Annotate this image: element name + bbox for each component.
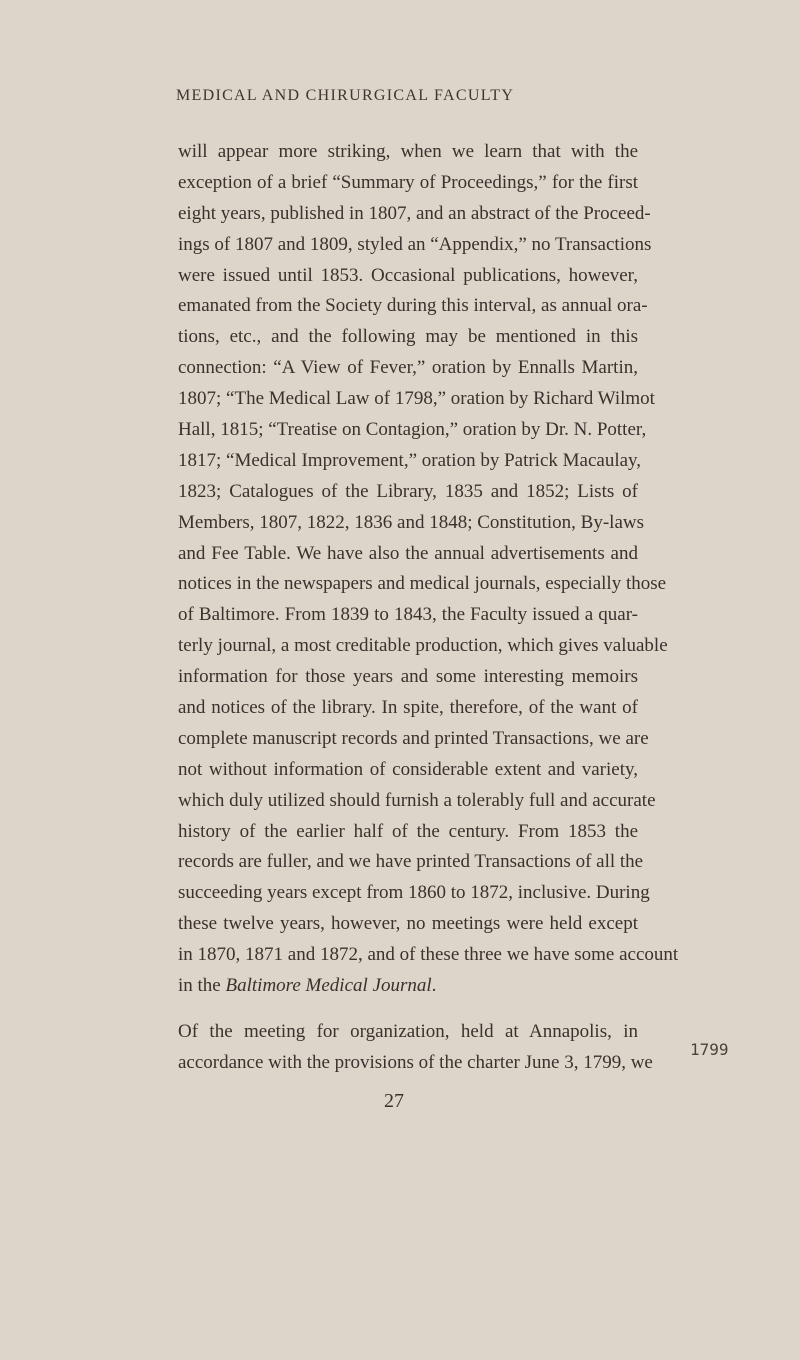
text-fragment: in the — [178, 975, 226, 997]
text-line: succeeding years except from 1860 to 1872, inclusive. During — [178, 882, 650, 904]
text-line: which duly utilized should furnish a tolerably full and accurate — [178, 789, 656, 811]
text-line: Members, 1807, 1822, 1836 and 1848; Constitution, By-laws — [178, 511, 645, 533]
text-line: accordance with the provisions of the charter June 3, 1799, we — [178, 1051, 653, 1073]
text-line: history of the earlier half of the century. From 1853 the — [178, 820, 638, 842]
text-line: these twelve years, however, no meetings were held except — [178, 913, 638, 935]
text-line: Of the meeting for organization, held at Annapolis, in — [178, 1020, 638, 1042]
running-head: MEDICAL AND CHIRURGICAL FACULTY — [176, 87, 515, 104]
text-line: terly journal, a most creditable production, which gives valuable — [178, 635, 668, 657]
paragraph-1 — [178, 137, 679, 971]
text-line: in 1870, 1871 and 1872, and of these three we have some account — [178, 944, 679, 966]
text-line: connection: “A View of Fever,” oration by Ennalls Martin, — [178, 357, 638, 379]
paragraph-1-last-line — [178, 971, 638, 1002]
text-line: not without information of considerable extent and variety, — [178, 758, 638, 780]
page-number: 27 — [384, 1090, 404, 1112]
text-line: notices in the newspapers and medical journals, especially those — [178, 573, 667, 595]
text-line: exception of a brief “Summary of Proceedings,” for the first — [178, 171, 638, 193]
text-line: complete manuscript records and printed Transactions, we are — [178, 727, 649, 749]
text-line: were issued until 1853. Occasional publications, however, — [178, 264, 638, 286]
text-line: eight years, published in 1807, and an abstract of the Proceed- — [178, 202, 651, 224]
text-line: records are fuller, and we have printed Transactions of all the — [178, 851, 644, 873]
text-line: Hall, 1815; “Treatise on Contagion,” oration by Dr. N. Potter, — [178, 419, 647, 441]
paragraph-gap — [178, 1002, 638, 1017]
text-line: will appear more striking, when we learn that with the — [178, 141, 638, 162]
text-line: emanated from the Society during this interval, as annual ora- — [178, 295, 648, 317]
text-line: and Fee Table. We have also the annual advertisements and — [178, 542, 638, 564]
page-body — [178, 137, 679, 1079]
text-fragment: . — [431, 975, 437, 997]
text-line: 1817; “Medical Improvement,” oration by Patrick Macaulay, — [178, 449, 642, 471]
text-line: 1823; Catalogues of the Library, 1835 and 1852; Lists of — [178, 480, 638, 502]
text-line: tions, etc., and the following may be mentioned in this — [178, 326, 638, 348]
text-line: and notices of the library. In spite, therefore, of the want of — [178, 697, 638, 719]
margin-note-year: 1799 — [690, 1040, 729, 1059]
paragraph-2 — [178, 1017, 653, 1079]
text-line: of Baltimore. From 1839 to 1843, the Faculty issued a quar- — [178, 604, 638, 626]
text-line: ings of 1807 and 1809, styled an “Appendix,” no Transactions — [178, 233, 652, 255]
text-line: 1807; “The Medical Law of 1798,” oration by Richard Wilmot — [178, 388, 655, 410]
text-line: information for those years and some interesting memoirs — [178, 666, 638, 688]
journal-title: Baltimore Medical Journal — [225, 975, 432, 997]
